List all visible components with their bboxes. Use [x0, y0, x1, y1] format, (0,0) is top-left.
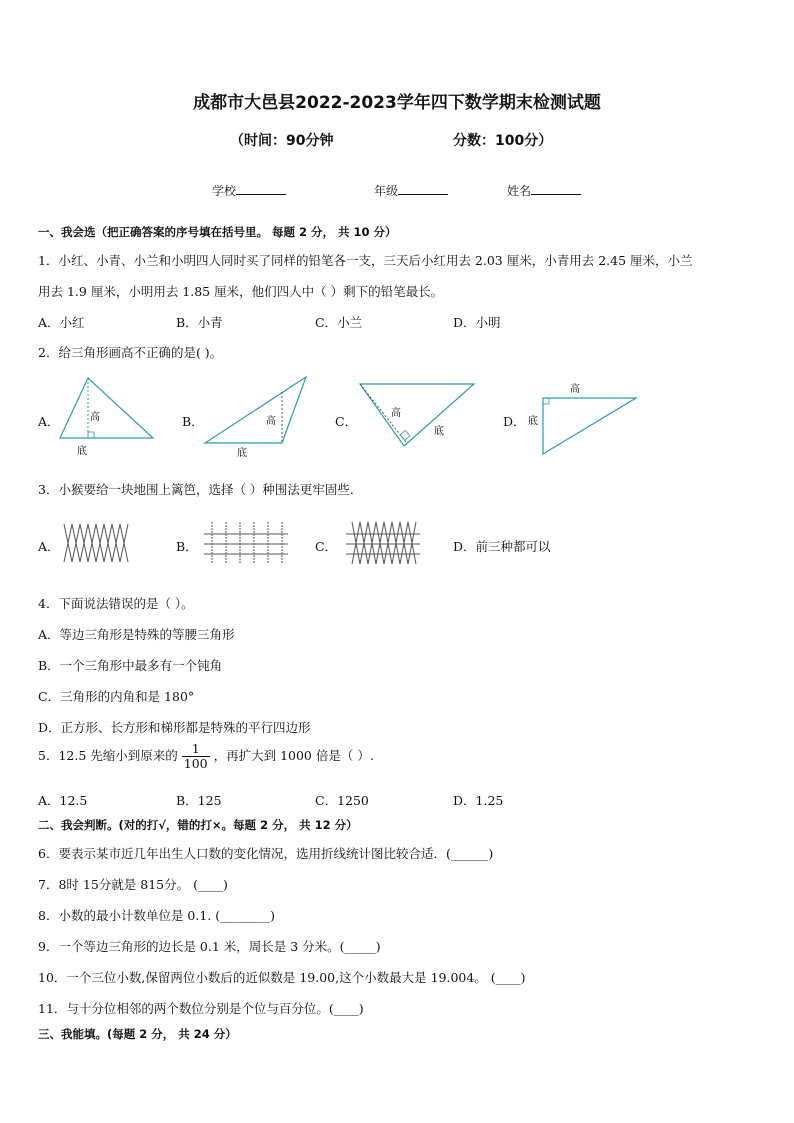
q5-text: [38, 742, 374, 771]
q5-pre: 5．12.5 先缩小到原来的: [38, 747, 178, 763]
q5-denominator: 100: [183, 755, 208, 771]
judge-item-6[interactable]: 6．要表示某市近几年出生人口数的变化情况，选用折线统计图比较合适．(______): [38, 846, 494, 861]
section2-heading: 二、我会判断。(对的打√，错的打×。每题 2 分， 共 12 分）: [38, 818, 358, 832]
q3-fences: [0, 518, 794, 568]
q3-option-b[interactable]: B．: [176, 539, 198, 554]
triangle-b-height-label: 高: [266, 416, 276, 427]
q2-option-d[interactable]: D．: [503, 414, 526, 429]
school-field[interactable]: [212, 182, 286, 199]
q4-text: 4．下面说法错误的是（ ）。: [38, 596, 194, 611]
fence-b: [204, 522, 288, 564]
triangle-c-height-label: 高: [391, 408, 401, 419]
q2-text: 2．给三角形画高不正确的是( )。: [38, 345, 223, 360]
judge-item-7[interactable]: 7．8时 15分就是 815分。 (____): [38, 877, 228, 892]
triangle-a: [60, 378, 153, 457]
name-label: 姓名: [507, 184, 532, 198]
q4-option-d[interactable]: D．正方形、长方形和梯形都是特殊的平行四边形: [38, 720, 311, 735]
school-label: 学校: [212, 184, 237, 198]
triangle-b: [205, 377, 306, 459]
triangle-d-base-label: 底: [528, 416, 538, 427]
q2-option-a[interactable]: A．: [38, 414, 60, 429]
triangle-d-height-label: 高: [570, 384, 580, 395]
q4-option-c[interactable]: C．三角形的内角和是 180°: [38, 689, 195, 704]
judge-item-9[interactable]: 9．一个等边三角形的边长是 0.1 米，周长是 3 分米。(_____): [38, 939, 381, 954]
q2-option-c[interactable]: C．: [335, 414, 358, 429]
fence-c: [346, 522, 420, 564]
q5-option-a[interactable]: A．12.5: [38, 793, 88, 808]
q5-option-d[interactable]: D．1.25: [453, 793, 504, 808]
triangle-d: [528, 382, 636, 454]
q3-text: 3．小猴要给一块地围上篱笆，选择（ ）种围法更牢固些．: [38, 482, 363, 497]
q1-option-a[interactable]: A．小红: [38, 315, 85, 330]
q1-option-c[interactable]: C．小兰: [315, 315, 363, 330]
triangle-c: [360, 384, 474, 446]
triangle-b-base-label: 底: [237, 448, 247, 459]
triangle-c-base-label: 底: [434, 426, 444, 437]
q4-option-a[interactable]: A．等边三角形是特殊的等腰三角形: [38, 627, 235, 642]
grade-field[interactable]: [374, 182, 448, 199]
page-title: 成都市大邑县2022-2023学年四下数学期末检测试题: [193, 93, 601, 113]
triangle-a-base-label: 底: [77, 446, 87, 457]
section1-heading: 一、我会选（把正确答案的序号填在括号里。 每题 2 分， 共 10 分）: [38, 225, 397, 239]
q3-option-c[interactable]: C．: [315, 539, 338, 554]
q5-option-b[interactable]: B．125: [176, 793, 222, 808]
section3-heading: 三、我能填。(每题 2 分， 共 24 分）: [38, 1027, 237, 1041]
triangle-a-height-label: 高: [90, 412, 100, 423]
exam-score: 分数：100分）: [453, 133, 553, 149]
judge-item-8[interactable]: 8．小数的最小计数单位是 0.1. (________): [38, 908, 276, 923]
q4-option-b[interactable]: B．一个三角形中最多有一个钝角: [38, 658, 223, 673]
exam-time: （时间：90分钟: [230, 133, 334, 149]
q1-line2: 用去 1.9 厘米，小明用去 1.85 厘米，他们四人中（ ）剩下的铅笔最长。: [38, 284, 444, 299]
q5-fraction: [182, 742, 210, 771]
q2-option-b[interactable]: B．: [182, 414, 204, 429]
grade-label: 年级: [374, 184, 399, 198]
q3-option-d[interactable]: D．前三种都可以: [453, 539, 551, 554]
name-field[interactable]: [507, 182, 581, 199]
q5-post: ，再扩大到 1000 倍是（ ）.: [213, 747, 374, 763]
judge-item-11[interactable]: 11．与十分位相邻的两个数位分别是个位与百分位。(____): [38, 1001, 364, 1016]
q5-option-c[interactable]: C．1250: [315, 793, 369, 808]
q5-numerator: 1: [182, 742, 210, 757]
q1-line1: 1．小红、小青、小兰和小明四人同时买了同样的铅笔各一支，三天后小红用去 2.03 厘米，小青用去 2.45 厘米，小兰: [38, 253, 693, 268]
judge-item-10[interactable]: 10．一个三位小数,保留两位小数后的近似数是 19.00,这个小数最大是 19.004。 (____): [38, 970, 526, 985]
q1-option-b[interactable]: B．小青: [176, 315, 223, 330]
q1-option-d[interactable]: D．小明: [453, 315, 501, 330]
q3-option-a[interactable]: A．: [38, 539, 60, 554]
q2-triangles: [0, 370, 794, 465]
fence-a: [64, 524, 128, 562]
